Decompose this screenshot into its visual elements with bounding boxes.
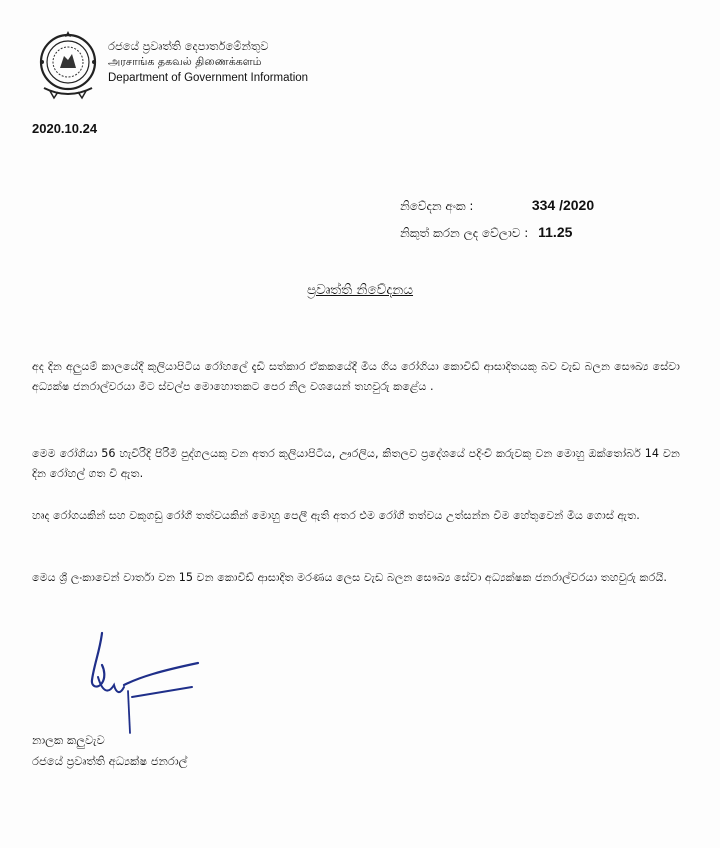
signatory-name: නාලක කලුවැව <box>32 733 105 747</box>
document-heading <box>0 279 720 298</box>
body-paragraph: මෙය ශ්‍රී ලංකාවෙන් වාර්තා වන 15 වන කොවිඩ් ආසාදිත මරණය ලෙස වැඩ බලන සෞඛ්‍ය සේවා අධ්‍යක්ෂක ජනරාල්වරයා තහවුරු කරයි. <box>32 571 667 585</box>
release-number-row <box>400 197 594 214</box>
release-number-value: 334 /2020 <box>531 197 595 213</box>
heading-text: ප්‍රවෘත්ති නිවේදනය <box>306 282 414 298</box>
release-time-label: නිකුත් කරන ලද වේලාව : <box>400 226 529 240</box>
release-number-label: නිවේදන අංක : <box>400 199 474 213</box>
body-paragraph: හෘද රෝගයකින් සහ වකුගඩු රෝගී තත්වයකින් මොහු පෙලී ඇති අතර එම රෝගී තත්වය උත්සන්න වීම හේතුවෙන් මිය ගොස් ඇත. <box>32 509 640 523</box>
department-name-english: Department of Government Information <box>108 72 309 84</box>
handwritten-signature-icon <box>80 625 210 735</box>
release-date: 2020.10.24 <box>32 121 98 136</box>
department-name-tamil: அரசாங்க தகவல் திணைக்களம் <box>108 55 262 68</box>
sri-lanka-emblem-icon <box>36 28 100 102</box>
signatory-block <box>32 730 187 772</box>
body-paragraph: මෙම රෝගියා 56 හැවිරිදි පිරිමි පුද්ගලයකු වන අතර කුලියාපිටිය, ඌරලිය, කිතලව ප්‍රදේශයේ පදිංචි කරුවකු වන මොහු ඔක්තෝබර් 14 වන දින රෝහල් ගත වී ඇත. <box>32 447 680 481</box>
department-name-sinhala: රජයේ ප්‍රවෘත්ති දෙපාර්තමේන්තුව <box>108 39 269 53</box>
department-name-block <box>108 38 308 86</box>
signatory-title: රජයේ ප්‍රවෘත්ති අධ්‍යක්ෂ ජනරාල් <box>32 754 188 768</box>
release-time-value: 11.25 <box>538 224 573 240</box>
body-paragraph: අද දින අලුයම් කාලයේදී කුලියාපිටිය රෝහලේ දැඩි සත්කාර ඒකකයේදී මිය ගිය රෝගියා කොවිඩ් ආසාදිතයකු බව වැඩ බලන සෞඛ්‍ය සේවා අධ්‍යක්ෂ ජනරාල්වරයා මීට ස්වල්ප මොහොතකට පෙර නිල වශයෙන් තහවුරු කළේය . <box>32 360 680 394</box>
release-time-row <box>400 224 572 241</box>
